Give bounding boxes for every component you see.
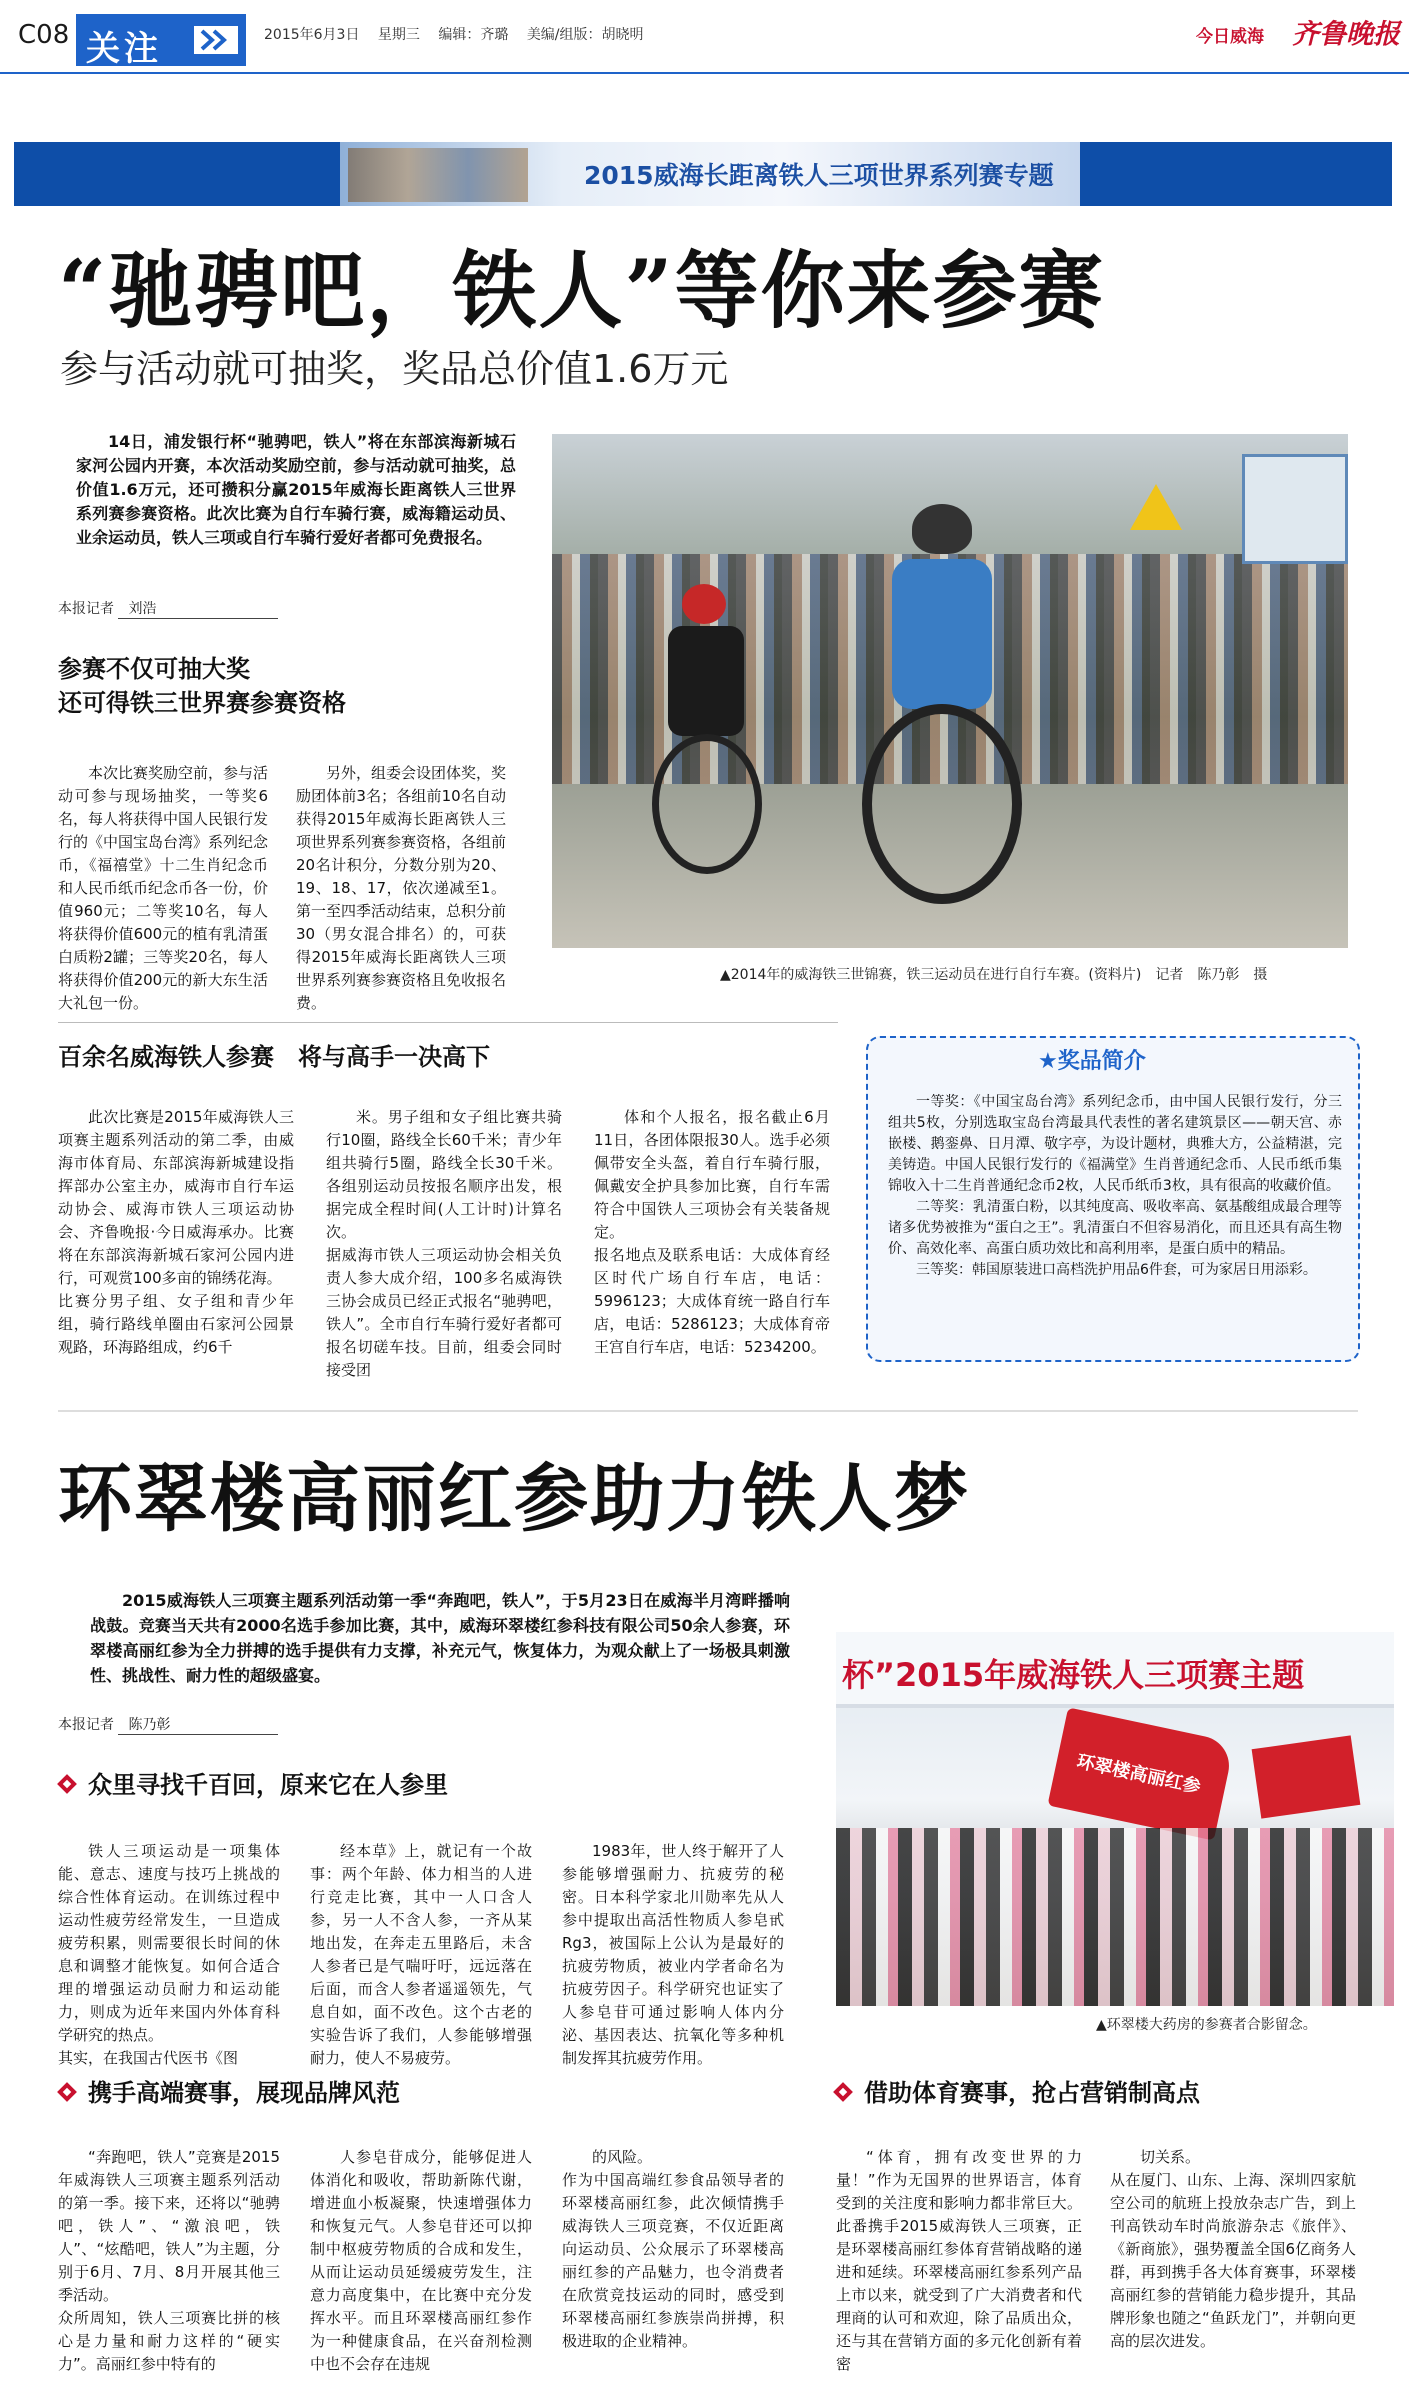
sub1-line2: 还可得铁三世界赛参赛资格 bbox=[58, 689, 346, 717]
story1-sub2-col1: 此次比赛是2015年威海铁人三项赛主题系列活动的第二季，由威海市体育局、东部滨海新城建设指挥部办公室主办，威海市自行车运动协会、威海市铁人三项运动协会、齐鲁晚报·今日威海承办。比赛将在东部滨海新城石家河公园内进行，可观赏100多亩的锦绣花海。 比赛分男子组、女子组和青少年组，骑行路线单圈由石家河公园景观路，环海路组成，约6千 bbox=[58, 1108, 294, 1356]
section-tab bbox=[76, 14, 246, 69]
story2-byline bbox=[58, 1714, 278, 1735]
story2-sec3-col2: 切关系。 从在厦门、山东、上海、深圳四家航空公司的航班上投放杂志广告，到上刊高铁动车时尚旅游杂志《旅伴》、《新商旅》，强势覆盖全国6亿商务人群，再到携手各大体育赛事，环翠楼高丽红参的营销能力稳步提升，其品牌形象也随之“鱼跃龙门”，并朝向更高的层次进发。 bbox=[1110, 2148, 1356, 2350]
warning-sign-art bbox=[1130, 484, 1182, 530]
story1-sub2-col2: 米。男子组和女子组比赛共骑行10圈，路线全长60千米；青少年组共骑行5圈，路线全长30千米。各组别运动员按报名顺序出发，根据完成全程时间(人工计时)计算名次。 据威海市铁人三项运动协会相关负责人参大成介绍，100多名威海铁三协会成员已经正式报名“驰骋吧，铁人”。全市自行车骑行爱好者都可报名切磋车技。目前，组委会同时接受团 bbox=[326, 1108, 562, 1379]
story1-lead: 14日，浦发银行杯“驰骋吧，铁人”将在东部滨海新城石家河公园内开赛，本次活动奖励空前，参与活动就可抽奖，总价值1.6万元，还可攒积分赢2015年威海长距离铁人三世界系列赛参赛资格。此次比赛为自行车骑行赛，威海籍运动员、业余运动员，铁人三项或自行车骑行爱好者都可免费报名。 bbox=[76, 432, 516, 547]
page-header bbox=[0, 0, 1409, 80]
cyclist-front-art bbox=[842, 504, 1042, 924]
cyclists-photo-caption: ▲2014年的威海铁三世锦赛，铁三运动员在进行自行车赛。(资料片) 记者 陈乃彰 摄 bbox=[720, 967, 1268, 983]
story2-sec2-col1: “奔跑吧，铁人”竞赛是2015年威海铁人三项赛主题系列活动的第一季。接下来，还将以“驰骋吧，铁人”、“激浪吧，铁人”、“炫酷吧，铁人”为主题，分别于6月、7月、8月开展其他三季活动。 众所周知，铁人三项赛比拼的核心是力量和耐力这样的“硬实力”。高丽红参中特有的 bbox=[58, 2148, 280, 2373]
banner-title: 2015威海长距离铁人三项世界系列赛专题 bbox=[584, 161, 1054, 190]
header-date: 2015年6月3日 bbox=[264, 27, 360, 43]
billboard-art bbox=[1242, 454, 1348, 564]
story2-separator bbox=[58, 1410, 1358, 1412]
group-photo-caption: ▲环翠楼大药房的参赛者合影留念。 bbox=[1096, 2017, 1317, 2033]
story2-lead: 2015威海铁人三项赛主题系列活动第一季“奔跑吧，铁人”，于5月23日在威海半月湾畔播响战鼓。竞赛当天共有2000名选手参加比赛，其中，威海环翠楼红参科技有限公司50余人参赛，环翠楼高丽红参为全力拼搏的选手提供有力支撑，补充元气，恢复体力，为观众献上了一场极具刺激性、挑战性、耐力性的超级盛宴。 bbox=[90, 1591, 790, 1685]
story2-sec3-col1: “体育，拥有改变世界的力量！”作为无国界的世界语言，体育受到的关注度和影响力都非常巨大。此番携手2015威海铁人三项赛，正是环翠楼高丽红参体育营销战略的递进和延续。环翠楼高丽红参系列产品上市以来，就受到了广大消费者和代理商的认可和欢迎，除了品质出众，还与其在营销方面的多元化创新有着密 bbox=[836, 2148, 1082, 2373]
story1-sub2: 百余名威海铁人参赛 将与高手一决高下 bbox=[58, 1043, 490, 1071]
page-number: C08 bbox=[18, 20, 70, 50]
story2-sec3-title bbox=[836, 2076, 1200, 2110]
header-editor: 编辑：齐璐 bbox=[438, 27, 509, 43]
story2-sec2-col3: 的风险。 作为中国高端红参食品领导者的环翠楼高丽红参，此次倾情携手威海铁人三项竞赛，不仅近距离向运动员、公众展示了环翠楼高丽红参的产品魅力，也令消费者在欣赏竞技运动的同时，感受到环翠楼高丽红参族崇尚拼搏，积极进取的企业精神。 bbox=[562, 2148, 784, 2350]
cyclists-photo bbox=[552, 434, 1348, 948]
story1-headline: “驰骋吧，铁人”等你来参赛 bbox=[58, 241, 1105, 340]
byline-name: 陈乃彰 bbox=[118, 1714, 278, 1735]
event-banner-text: 杯”2015年威海铁人三项赛主题 bbox=[842, 1656, 1305, 1694]
story1-sub1-col2: 另外，组委会设团体奖，奖励团体前3名；各组前10名自动获得2015年威海长距离铁人三项世界系列赛参赛资格，各组前20名计积分，分数分别为20、19、18、17，依次递减至1。第一至四季活动结束，总积分前30（男女混合排名）的，可获得2015年威海长距离铁人三项世界系列赛参赛资格且免收报名费。 bbox=[296, 764, 507, 1012]
double-chevron-icon bbox=[194, 26, 238, 54]
paper-logo: 齐鲁晚报 bbox=[1292, 19, 1400, 50]
story2-sec1-col1: 铁人三项运动是一项集体能、意志、速度与技巧上挑战的综合性体育运动。在训练过程中运动性疲劳经常发生，一旦造成疲劳积累，则需要很长时间的休息和调整才能恢复。如何合适合理的增强运动员耐力和运动能力，则成为近年来国内外体育科学研究的热点。 其实，在我国古代医书《图 bbox=[58, 1842, 280, 2067]
story1-separator bbox=[58, 1022, 838, 1023]
diamond-bullet-icon bbox=[57, 1774, 77, 1794]
cyclist-back-art bbox=[642, 584, 772, 884]
prizes-box bbox=[866, 1036, 1360, 1362]
prizes-list bbox=[888, 1092, 1342, 1281]
story2-sec2-title bbox=[60, 2076, 400, 2110]
sec1-title-text: 众里寻找千百回，原来它在人参里 bbox=[88, 1771, 448, 1799]
header-meta bbox=[264, 24, 644, 44]
header-designer: 美编/组版：胡晓明 bbox=[526, 27, 644, 43]
diamond-bullet-icon bbox=[57, 2082, 77, 2102]
header-region: 今日威海 bbox=[1196, 27, 1264, 47]
story2-sec2-col2: 人参皂苷成分，能够促进人体消化和吸收，帮助新陈代谢，增进血小板凝聚，快速增强体力和恢复元气。人参皂苷还可以抑制中枢疲劳物质的合成和发生，从而让运动员延缓疲劳发生，注意力高度集中，在比赛中充分发挥水平。而且环翠楼高丽红参作为一种健康食品，在兴奋剂检测中也不会存在违规 bbox=[310, 2148, 532, 2373]
header-weekday: 星期三 bbox=[377, 27, 420, 43]
flag-text: 环翠楼高丽红参 bbox=[1074, 1751, 1203, 1798]
story2-headline: 环翠楼高丽红参助力铁人梦 bbox=[58, 1456, 970, 1542]
group-photo bbox=[836, 1632, 1394, 2006]
topic-banner bbox=[14, 142, 1392, 206]
story2-sec1-col2: 经本草》上，就记有一个故事：两个年龄、体力相当的人进行竞走比赛，其中一人口含人参，另一人不含人参，一齐从某地出发，在奔走五里路后，未含人参者已是气喘吁吁，远远落在后面，而含人参者遥遥领先，气息自如，面不改色。这个古老的实验告诉了我们，人参能够增强耐力，使人不易疲劳。 bbox=[310, 1842, 532, 2067]
byline-label: 本报记者 bbox=[58, 601, 114, 617]
story1-sub1-col1: 本次比赛奖励空前，参与活动可参与现场抽奖，一等奖6名，每人将获得中国人民银行发行的《中国宝岛台湾》系列纪念币，《福禧堂》十二生肖纪念币和人民币纸币纪念币各一份，价值960元；二等奖10名，每人将获得价值600元的植有乳清蛋白质粉2罐；三等奖20名，每人将获得价值200元的新大东生活大礼包一份。 bbox=[58, 764, 269, 1012]
story2-sec1-title bbox=[60, 1768, 448, 1802]
byline-label: 本报记者 bbox=[58, 1717, 114, 1733]
story2-sec1-col3: 1983年，世人终于解开了人参能够增强耐力、抗疲劳的秘密。日本科学家北川勋率先从人参中提取出高活性物质人参皂甙Rg3，被国际上公认为是最好的抗疲劳物质，被业内学者命名为抗疲劳因子。科学研究也证实了人参皂苷可通过影响人体内分泌、基因表达、抗氧化等多种机制发挥其抗疲劳作用。 bbox=[562, 1842, 784, 2067]
story1-byline bbox=[58, 598, 278, 619]
sec3-title-text: 借助体育赛事，抢占营销制高点 bbox=[864, 2079, 1200, 2107]
prize-first: 一等奖：《中国宝岛台湾》系列纪念币，由中国人民银行发行，分三组共5枚，分别选取宝岛台湾最具代表性的著名建筑景区——朝天宫、赤嵌楼、鹅銮鼻、日月潭、敬字亭，为设计题材，典雅大方，公益精湛，完美铸造。中国人民银行发行的《福满堂》生肖普通纪念币、人民币纸币集锦收入十二生肖普通纪念币2枚，人民币纸币3枚，具有很高的收藏价值。 bbox=[888, 1094, 1342, 1194]
byline-name: 刘浩 bbox=[118, 598, 278, 619]
sec2-title-text: 携手高端赛事，展现品牌风范 bbox=[88, 2079, 400, 2107]
diamond-bullet-icon bbox=[833, 2082, 853, 2102]
sub1-line1: 参赛不仅可抽大奖 bbox=[58, 655, 250, 683]
red-flag-art-2 bbox=[1252, 1735, 1361, 1818]
prizes-title: ★奖品简介 bbox=[1038, 1049, 1146, 1074]
prize-second: 二等奖：乳清蛋白粉，以其纯度高、吸收率高、氨基酸组成最合理等诸多优势被推为“蛋白之王”。乳清蛋白不但容易消化，而且还具有高生物价、高效化率、高蛋白质功效比和高利用率，是蛋白质中的精品。 bbox=[888, 1199, 1342, 1257]
header-rule bbox=[0, 72, 1409, 74]
story1-sub2-col3: 体和个人报名，报名截止6月11日，各团体限报30人。选手必须佩带安全头盔，着自行车骑行服，佩戴安全护具参加比赛，自行车需符合中国铁人三项协会有关装备规定。 报名地点及联系电话：大成体育经区时代广场自行车店，电话：5996123；大成体育统一路自行车店，电话：5286123；大成体育帝王宫自行车店，电话：5234200。 bbox=[594, 1108, 830, 1356]
banner-runners-art bbox=[348, 148, 528, 202]
story1-sub1 bbox=[58, 652, 346, 720]
crowd-group-art bbox=[836, 1828, 1394, 2006]
section-title: 关注 bbox=[86, 29, 162, 69]
prize-third: 三等奖：韩国原装进口高档洗护用品6件套，可为家居日用添彩。 bbox=[916, 1262, 1317, 1278]
story1-subhead: 参与活动就可抽奖，奖品总价值1.6万元 bbox=[60, 347, 729, 391]
